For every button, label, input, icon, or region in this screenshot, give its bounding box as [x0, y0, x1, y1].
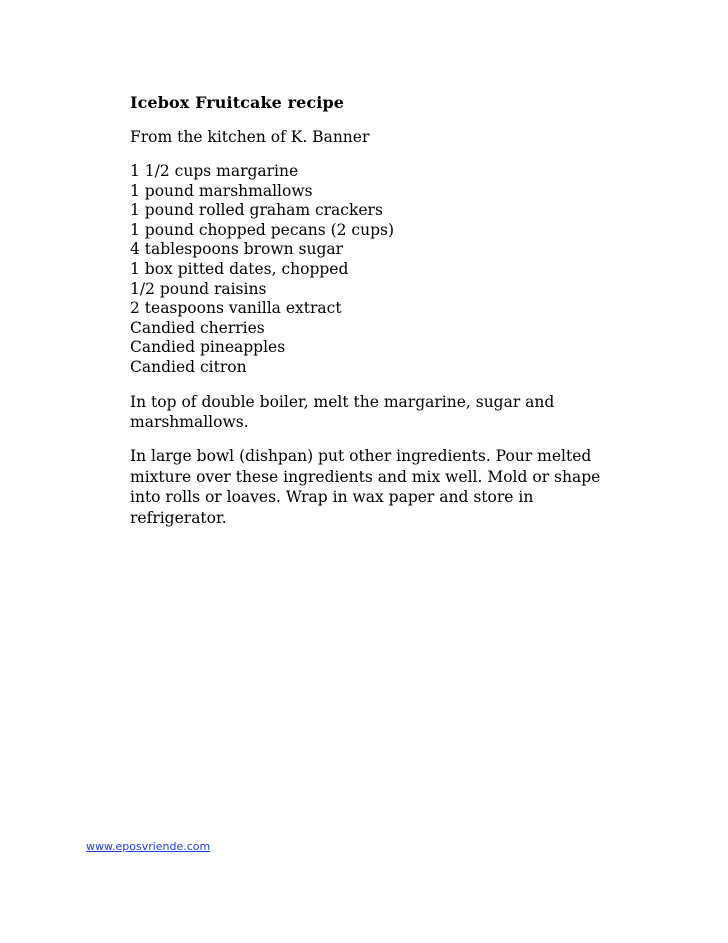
ingredients-list: [130, 162, 610, 378]
instruction-paragraph: In top of double boiler, melt the margarine, sugar and marshmallows.: [130, 392, 555, 431]
ingredient-item: 4 tablespoons brown sugar: [130, 240, 344, 259]
ingredient-item: Candied cherries: [130, 318, 265, 337]
ingredient-item: 2 teaspoons vanilla extract: [130, 299, 342, 318]
recipe-author: From the kitchen of K. Banner: [130, 128, 370, 146]
ingredient-item: 1 pound chopped pecans (2 cups): [130, 220, 395, 239]
recipe-title: Icebox Fruitcake recipe: [130, 93, 345, 112]
instruction-paragraph: In large bowl (dishpan) put other ingredients. Pour melted mixture over these ingredients and mix well. Mold or shape into rolls or loaves. Wrap in wax paper and store in refrigerator.: [130, 447, 601, 527]
ingredient-item: 1/2 pound raisins: [130, 279, 267, 298]
ingredient-item: 1 pound rolled graham crackers: [130, 201, 383, 220]
website-link[interactable]: www.eposvriende.com: [86, 840, 211, 853]
recipe-content: [130, 92, 610, 542]
ingredient-item: 1 box pitted dates, chopped: [130, 259, 349, 278]
ingredient-item: 1 1/2 cups margarine: [130, 162, 299, 180]
ingredient-item: 1 pound marshmallows: [130, 181, 313, 200]
ingredient-item: Candied citron: [130, 357, 247, 376]
ingredient-item: Candied pineapples: [130, 338, 286, 357]
